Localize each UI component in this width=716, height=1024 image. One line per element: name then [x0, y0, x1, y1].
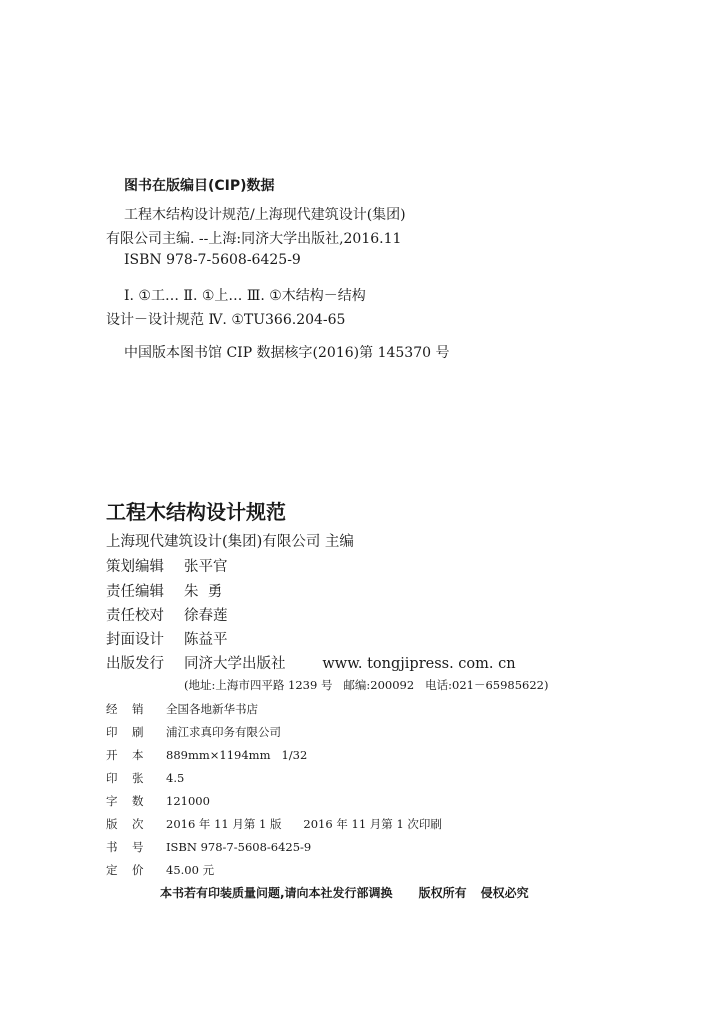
- info-key: 版: [106, 817, 118, 831]
- credit-value: 朱 勇: [184, 584, 223, 600]
- credit-value: 同济大学出版社 www. tongjipress. com. cn: [184, 656, 516, 672]
- cip-isbn: ISBN 978-7-5608-6425-9: [124, 252, 301, 268]
- quality-notice: [160, 884, 529, 901]
- info-key: 定: [106, 863, 118, 877]
- cip-record-number: 中国版本图书馆 CIP 数据核字(2016)第 145370 号: [124, 345, 450, 361]
- credit-label: 出版发行: [106, 656, 164, 672]
- info-key: 开: [106, 748, 118, 762]
- cip-line: 工程木结构设计规范/上海现代建筑设计(集团): [124, 207, 406, 223]
- info-key: 次: [132, 817, 144, 831]
- cip-classification: Ⅰ. ①工… Ⅱ. ①上… Ⅲ. ①木结构－结构: [124, 288, 366, 304]
- rights-reserved: 版权所有: [418, 886, 467, 900]
- info-key: 经: [106, 702, 118, 716]
- info-row: [106, 724, 281, 740]
- credit-row: [106, 628, 228, 649]
- credit-value: 张平官: [184, 559, 228, 575]
- publisher-address: (地址:上海市四平路 1239 号 邮编:200092 电话:021－65985622): [184, 678, 549, 692]
- cip-heading: 图书在版编目(CIP)数据: [124, 178, 275, 194]
- info-key: 字: [106, 794, 118, 808]
- info-key: 本: [132, 748, 144, 762]
- editor-line: 上海现代建筑设计(集团)有限公司 主编: [106, 534, 354, 550]
- info-value: ISBN 978-7-5608-6425-9: [166, 840, 312, 854]
- infringement-notice: 侵权必究: [480, 886, 529, 900]
- info-row: [106, 770, 184, 786]
- credit-label: 封面设计: [106, 632, 164, 648]
- info-key: 号: [132, 840, 144, 854]
- info-value: 浦江求真印务有限公司: [166, 725, 281, 739]
- info-value: 4.5: [166, 771, 185, 785]
- info-key: 印: [106, 771, 118, 785]
- info-value: 121000: [166, 794, 210, 808]
- info-key: 销: [132, 702, 144, 716]
- info-key: 张: [132, 771, 144, 785]
- info-row: [106, 816, 442, 832]
- info-row: [106, 701, 258, 717]
- credit-label: 责任编辑: [106, 584, 164, 600]
- info-row: [106, 747, 307, 763]
- info-key: 印: [106, 725, 118, 739]
- credit-label: 责任校对: [106, 608, 164, 624]
- info-value: 45.00 元: [166, 863, 215, 877]
- info-key: 数: [132, 794, 144, 808]
- info-key: 价: [132, 863, 144, 877]
- book-title: 工程木结构设计规范: [106, 500, 286, 524]
- info-key: 书: [106, 840, 118, 854]
- info-row: [106, 793, 210, 809]
- info-row: [106, 839, 311, 855]
- info-row: [106, 862, 214, 878]
- credit-row: [106, 580, 222, 601]
- credit-row: [106, 604, 228, 625]
- info-value: 全国各地新华书店: [166, 702, 258, 716]
- cip-line: 有限公司主编. --上海:同济大学出版社,2016.11: [106, 231, 402, 247]
- credit-label: 策划编辑: [106, 559, 164, 575]
- credit-value: 徐春莲: [184, 608, 228, 624]
- info-value: 889mm×1194mm 1/32: [166, 748, 308, 762]
- info-key: 刷: [132, 725, 144, 739]
- return-notice: 本书若有印装质量问题,请向本社发行部调换: [160, 886, 393, 900]
- cip-classification-cont: 设计－设计规范 Ⅳ. ①TU366.204-65: [106, 312, 346, 328]
- credit-value: 陈益平: [184, 632, 228, 648]
- credit-row: [106, 555, 228, 576]
- credit-row: [106, 652, 516, 673]
- info-value: 2016 年 11 月第 1 版 2016 年 11 月第 1 次印刷: [166, 817, 442, 831]
